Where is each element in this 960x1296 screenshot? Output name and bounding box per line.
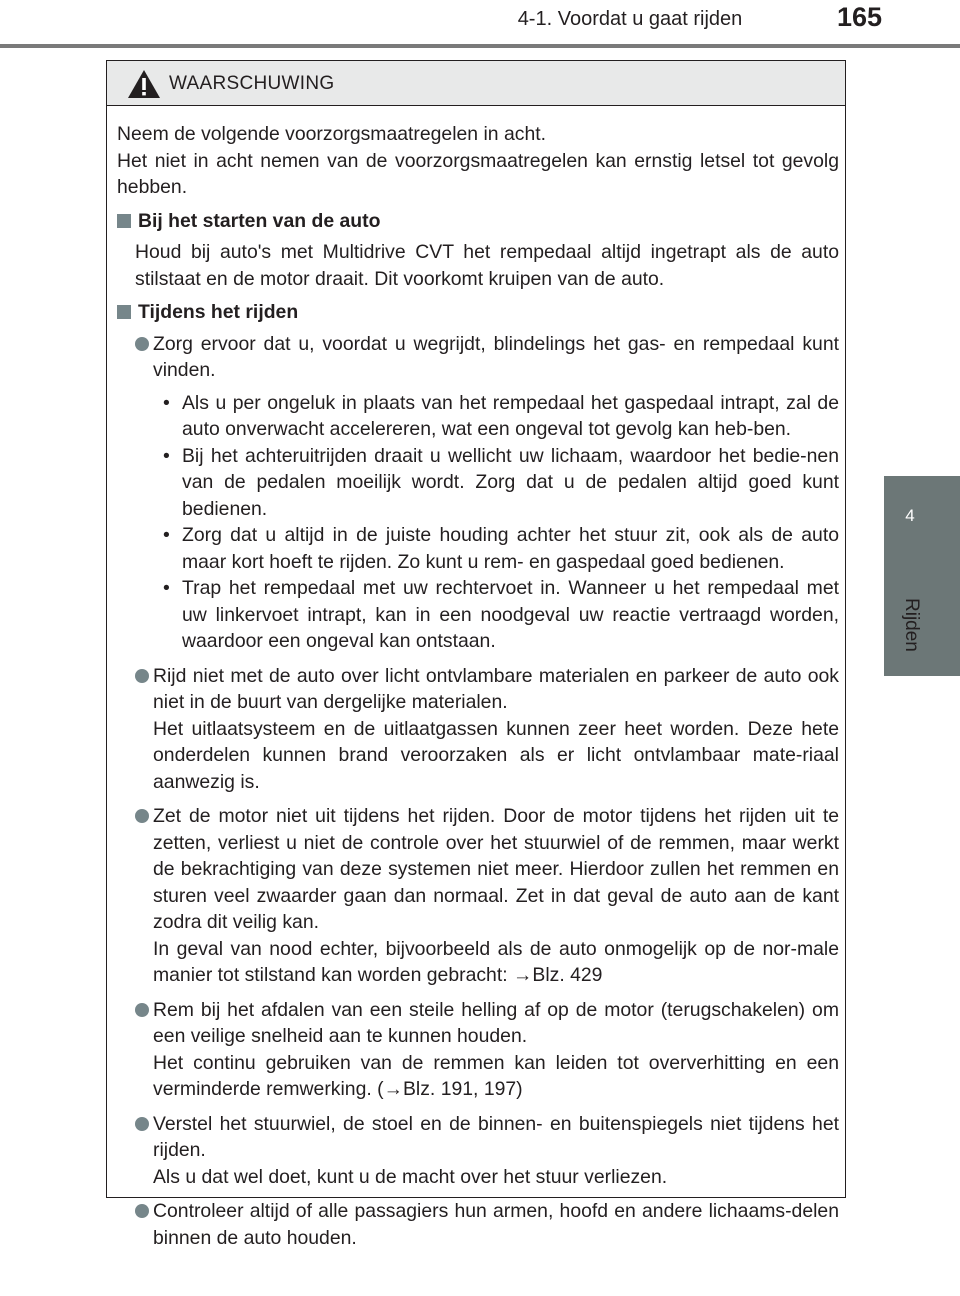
- list-item: [117, 1198, 839, 1251]
- chapter-tab: [884, 476, 960, 676]
- bullet-dot-icon: •: [163, 577, 170, 599]
- circle-bullet-icon: [135, 1204, 149, 1218]
- list-item-text: Verstel het stuurwiel, de stoel en de binnen- en buitenspiegels niet tijdens het rijden.: [153, 1112, 839, 1161]
- warning-body: [107, 106, 845, 1251]
- list-item-text: Rem bij het afdalen van een steile helling af op de motor (terugschakelen) om een veilige snelheid aan te kunnen houden.: [153, 998, 839, 1047]
- list-item: [117, 331, 839, 655]
- circle-bullet-icon: [135, 669, 149, 683]
- page-number: 165: [836, 2, 882, 32]
- circle-bullet-icon: [135, 1003, 149, 1017]
- list-item: [117, 1111, 839, 1191]
- section-heading-text: Bij het starten van de auto: [138, 209, 381, 232]
- sub-bullet-item: • Trap het rempedaal met uw rechtervoet in. Wanneer u het rempedaal met uw linkervoet intrapt, kan in een noodgeval uw reactie vertraagd worden, waardoor een ongeval kan ontstaan.: [163, 577, 839, 652]
- sub-bullet-item: • Bij het achteruitrijden draait u wellicht uw lichaam, waardoor het bedie-nen van de pedalen moeilijk wordt. Zorg dat u de pedalen altijd goed kunt bedienen.: [163, 444, 839, 520]
- circle-bullet-icon: [135, 809, 149, 823]
- intro-text: Neem de volgende voorzorgsmaatregelen in acht.: [117, 123, 546, 145]
- chapter-tab-number: 4: [905, 506, 915, 525]
- list-item: [117, 997, 839, 1103]
- bullet-dot-icon: •: [163, 444, 170, 467]
- list-item-text: Zet de motor niet uit tijdens het rijden. Door de motor tijdens het rijden uit te zetten, verliest u niet de controle over het stuurwiel of de remmen, maar werkt de bekrachtiging van deze systemen niet meer. Hierdoor zullen het remmen en sturen veel zwaarder gaan dan normaal. Zet in dat geval de auto aan de kant zodra dit veilig kan.: [153, 805, 839, 933]
- bullet-dot-icon: •: [163, 391, 170, 414]
- sub-bullet-list: [117, 390, 839, 655]
- circle-bullet-icon: [135, 337, 149, 351]
- section-heading-driving: [117, 299, 839, 326]
- list-item-text: Het continu gebruiken van de remmen kan leiden tot oververhitting en een verminderde remwerking. (→Blz. 191, 197): [153, 1051, 839, 1100]
- section-heading-starting: [117, 208, 839, 235]
- warning-box: [106, 60, 846, 1249]
- list-item-text: In geval van nood echter, bijvoorbeeld als de auto onmogelijk op de nor-male manier tot stilstand kan worden gebracht: →Blz. 429: [153, 937, 839, 986]
- list-item-text: Het uitlaatsysteem en de uitlaatgassen kunnen zeer heet worden. Deze hete onderdelen kunnen brand veroorzaken als er licht ontvlambaar mate-riaal aanwezig is.: [153, 717, 839, 793]
- sub-bullet-item: • Zorg dat u altijd in de juiste houding achter het stuur zit, ook als de auto maar kort hoeft te rijden. Zo kunt u rem- en gaspedaal goed bedienen.: [163, 524, 839, 573]
- header-rule: [0, 44, 960, 48]
- section-text-starting: Houd bij auto's met Multidrive CVT het rempedaal altijd ingetrapt als de auto stilstaat en de motor draait. Dit voorkomt kruipen van de auto.: [135, 241, 839, 290]
- bullet-dot-icon: •: [163, 524, 170, 546]
- section-heading-text: Tijdens het rijden: [138, 301, 299, 323]
- list-item-text: Controleer altijd of alle passagiers hun armen, hoofd en andere lichaams-delen binnen de auto houden.: [153, 1200, 839, 1249]
- sub-bullet-item: • Als u per ongeluk in plaats van het rempedaal het gaspedaal intrapt, zal de auto onverwacht accelereren, wat een ongeval tot gevolg kan heb-ben.: [163, 391, 839, 440]
- list-item-text: Zorg ervoor dat u, voordat u wegrijdt, blindelings het gas- en rempedaal kunt vinden.: [153, 332, 839, 381]
- circle-bullet-icon: [135, 1117, 149, 1131]
- square-bullet-icon: [117, 214, 131, 228]
- list-item-text: Rijd niet met de auto over licht ontvlambare materialen en parkeer de auto ook niet in de buurt van dergelijke materialen.: [153, 664, 839, 713]
- chapter-label: Rijden: [901, 598, 922, 652]
- warning-header: [107, 61, 845, 106]
- warning-triangle-icon: [127, 69, 161, 99]
- list-item: [117, 663, 839, 796]
- intro-text-2: Het niet in acht nemen van de voorzorgsmaatregelen kan ernstig letsel tot gevolg hebben.: [117, 149, 839, 198]
- list-item-text: Als u dat wel doet, kunt u de macht over het stuur verliezen.: [153, 1165, 668, 1188]
- warning-title: WAARSCHUWING: [169, 73, 335, 94]
- square-bullet-icon: [117, 305, 131, 319]
- section-header: 4-1. Voordat u gaat rijden: [517, 8, 743, 30]
- list-item: [117, 803, 839, 989]
